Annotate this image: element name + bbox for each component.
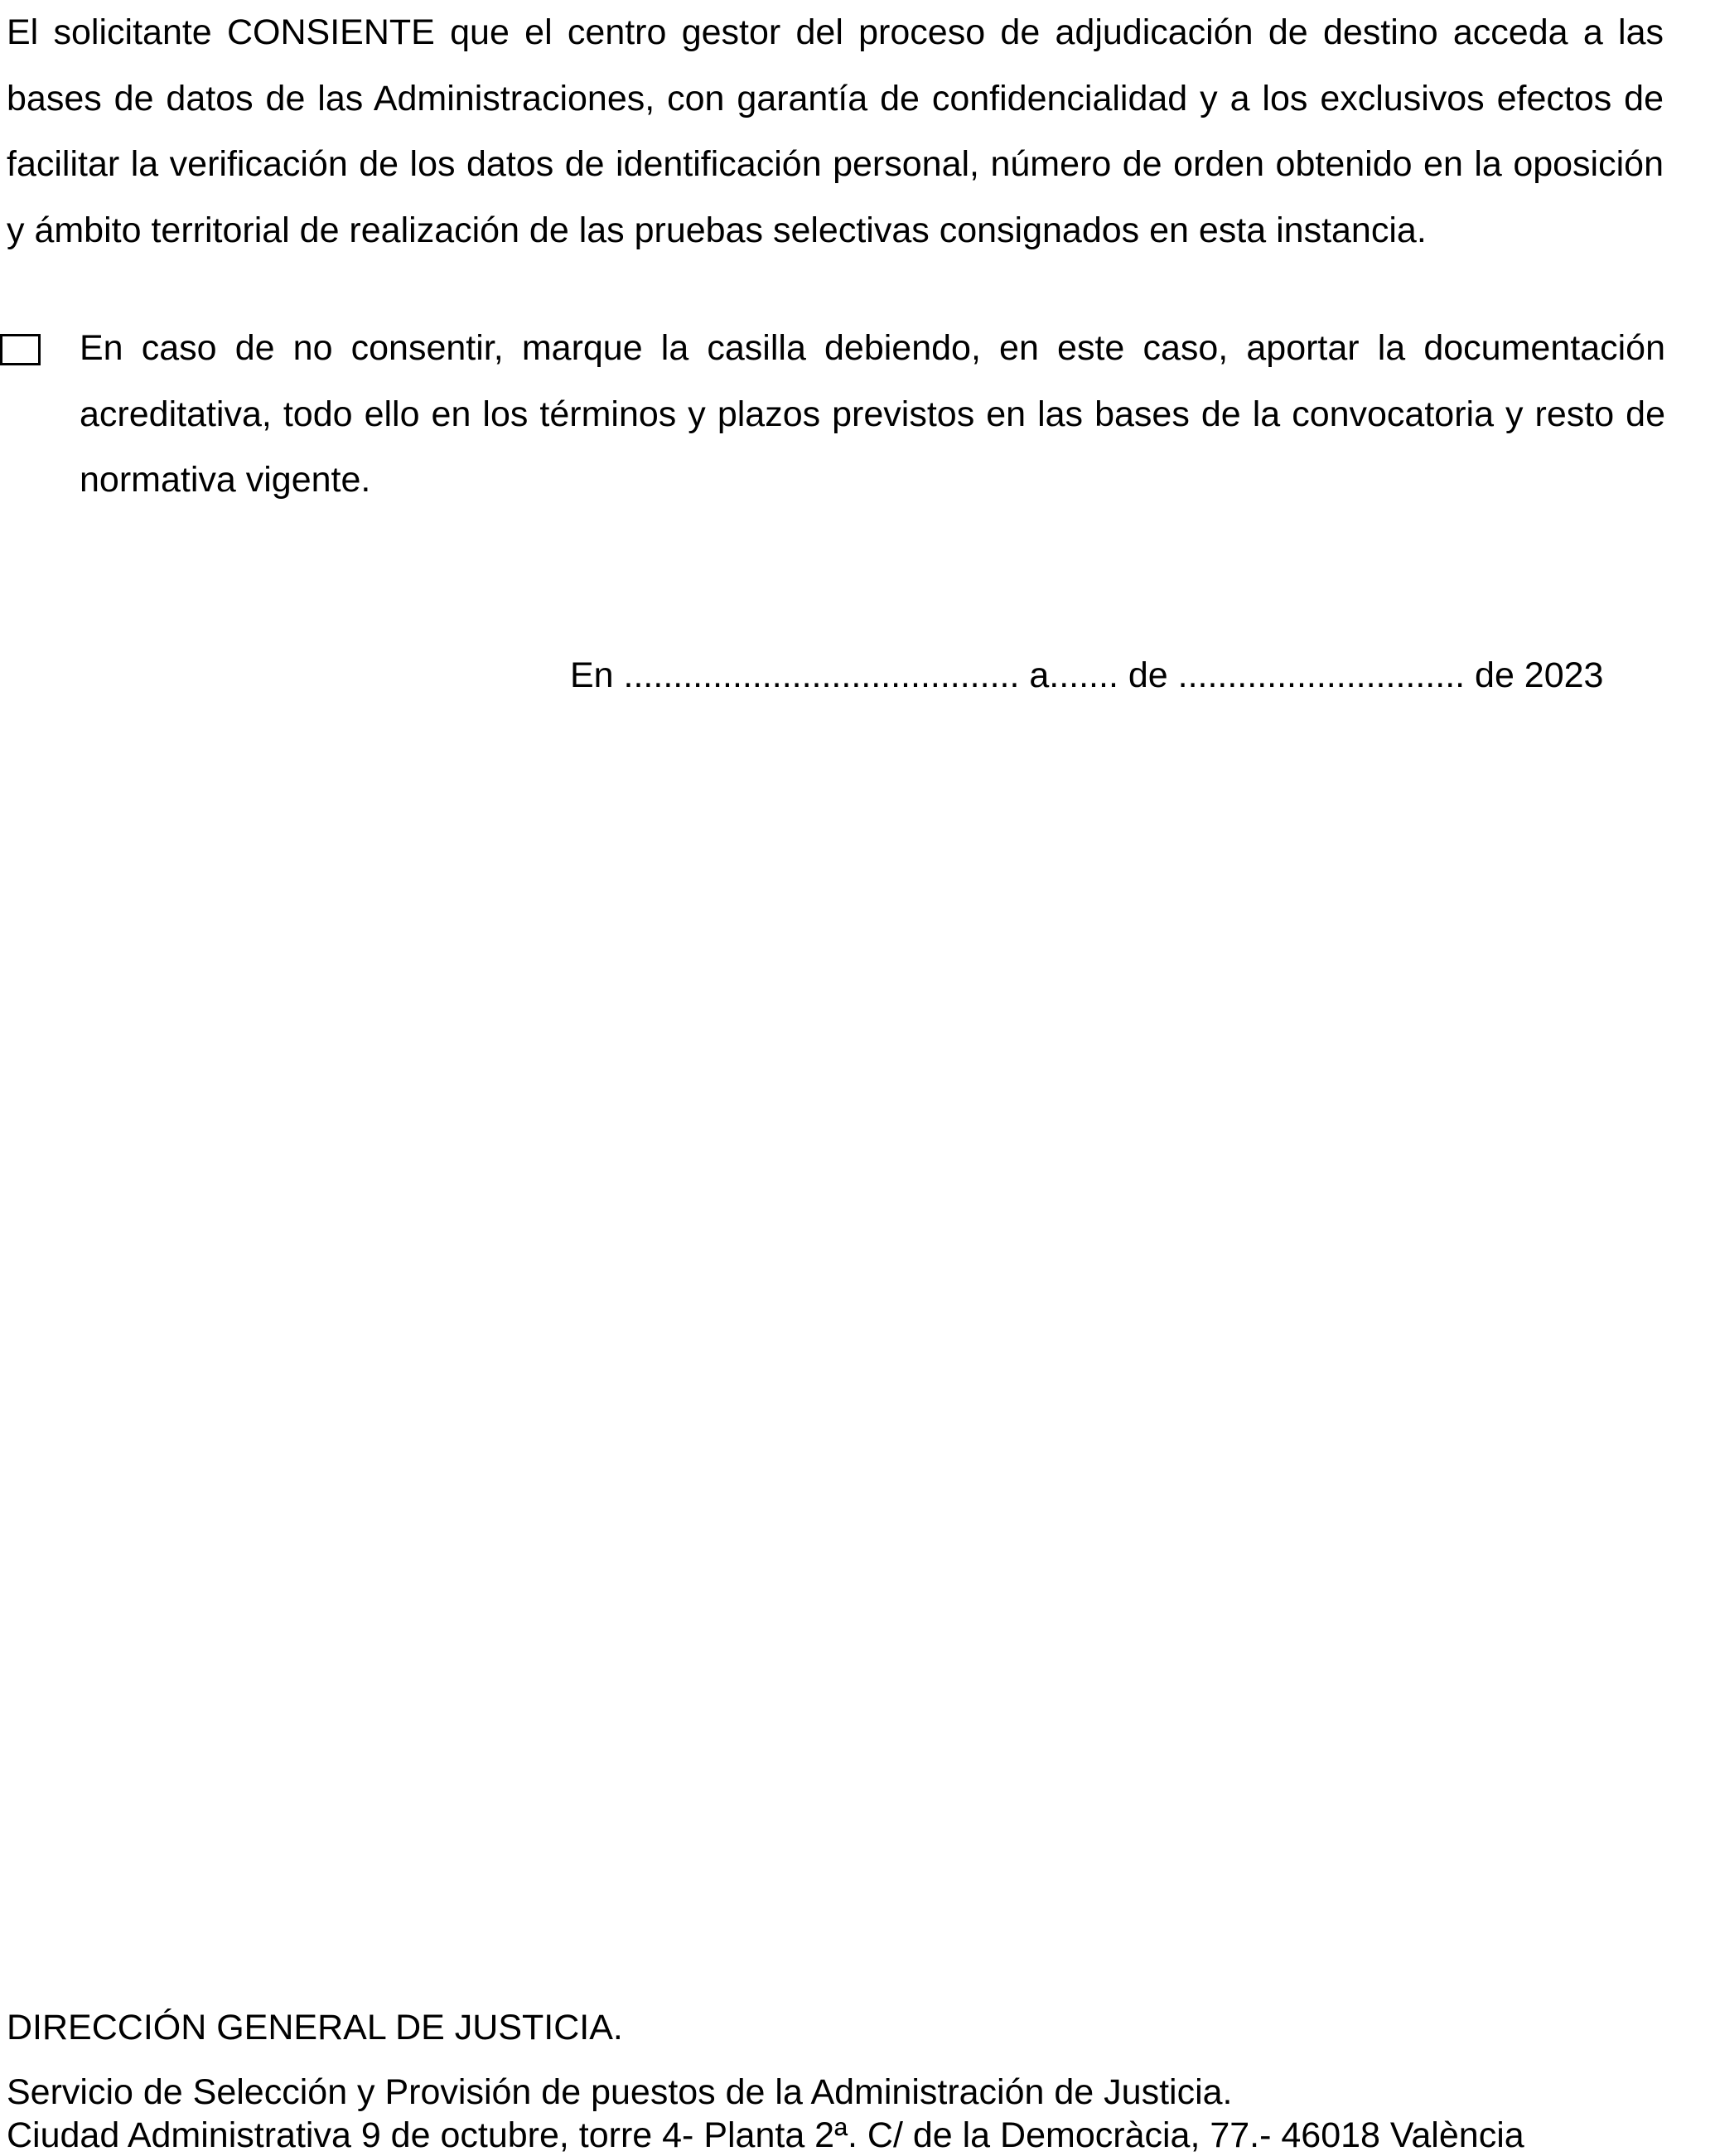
no-consent-checkbox[interactable] — [0, 334, 41, 365]
footer-service: Servicio de Selección y Provisión de puestos de la Administración de Justicia. — [7, 2072, 1233, 2112]
footer-department: DIRECCIÓN GENERAL DE JUSTICIA. — [7, 2008, 623, 2047]
footer-address — [7, 1999, 1705, 2156]
consent-paragraph: El solicitante CONSIENTE que el centro gestor del proceso de adjudicación de destino acceda a las bases de datos de las Administraciones, con garantía de confidencialidad y a los exclusivos efectos de facilitar la verificación de los datos de identificación personal, número de orden obtenido en la oposición y ámbito territorial de realización de las pruebas selectivas consignados en esta instancia. — [7, 12, 1664, 250]
no-consent-option — [0, 316, 1667, 515]
footer-address-line: Ciudad Administrativa 9 de octubre, torre 4- Planta 2ª. C/ de la Democràcia, 77.- 46018 València — [7, 2115, 1524, 2155]
date-place-line: En ........................................ a....... de ............................. de 2023 — [570, 655, 1604, 695]
no-consent-text: En caso de no consentir, marque la casilla debiendo, en este caso, aportar la documentación acreditativa, todo ello en los términos y plazos previstos en las bases de la convocatoria y resto de normativa vigente. — [80, 328, 1665, 500]
